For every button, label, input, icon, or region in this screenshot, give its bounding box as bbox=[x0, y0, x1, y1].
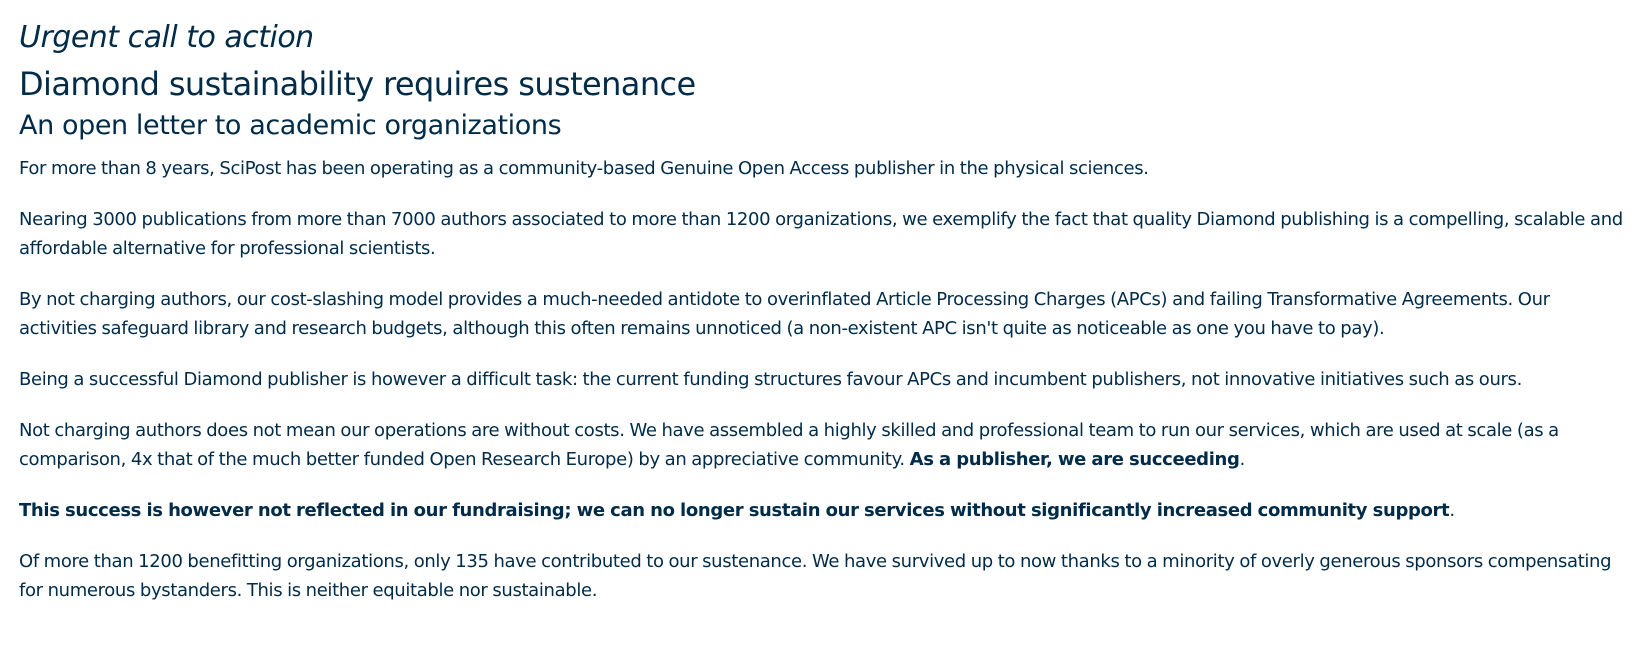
paragraph-contributors: Of more than 1200 benefitting organizations, only 135 have contributed to our sustenance. We have survived up to now thanks to a minority of overly generous sponsors compensating for numerous bystanders. This is neither equitable nor sustainable. bbox=[19, 551, 1612, 601]
paragraph-difficulty: Being a successful Diamond publisher is however a difficult task: the current funding structures favour APCs and incumbent publishers, not innovative initiatives such as ours. bbox=[19, 369, 1522, 390]
kicker-heading: Urgent call to action bbox=[19, 20, 314, 55]
paragraph-fundraising bbox=[19, 496, 1631, 525]
page-subtitle: An open letter to academic organizations bbox=[19, 110, 562, 141]
costs-emphasis: As a publisher, we are succeeding bbox=[909, 449, 1240, 470]
fundraising-period: . bbox=[1449, 500, 1455, 521]
fundraising-emphasis: This success is however not reflected in our fundraising; we can no longer sustain our services without significantly increased community support bbox=[19, 500, 1450, 521]
paragraph-costs bbox=[19, 416, 1631, 474]
paragraph-scale: Nearing 3000 publications from more than 7000 authors associated to more than 1200 organizations, we exemplify the fact that quality Diamond publishing is a compelling, scalable and affordable alternative for professional scientists. bbox=[19, 209, 1623, 259]
paragraph-history: For more than 8 years, SciPost has been operating as a community-based Genuine Open Access publisher in the physical sciences. bbox=[19, 158, 1149, 179]
costs-text: Not charging authors does not mean our operations are without costs. We have assembled a highly skilled and professional team to run our services, which are used at scale (as a comparison, 4x that of the much better funded Open Research Europe) by an appreciative community. bbox=[19, 420, 1559, 470]
costs-period: . bbox=[1239, 449, 1245, 470]
page-title: Diamond sustainability requires sustenance bbox=[19, 65, 696, 103]
paragraph-model: By not charging authors, our cost-slashing model provides a much-needed antidote to overinflated Article Processing Charges (APCs) and failing Transformative Agreements. Our activities safeguard library and research budgets, although this often remains unnoticed (a non-existent APC isn't quite as noticeable as one you have to pay). bbox=[19, 289, 1550, 339]
